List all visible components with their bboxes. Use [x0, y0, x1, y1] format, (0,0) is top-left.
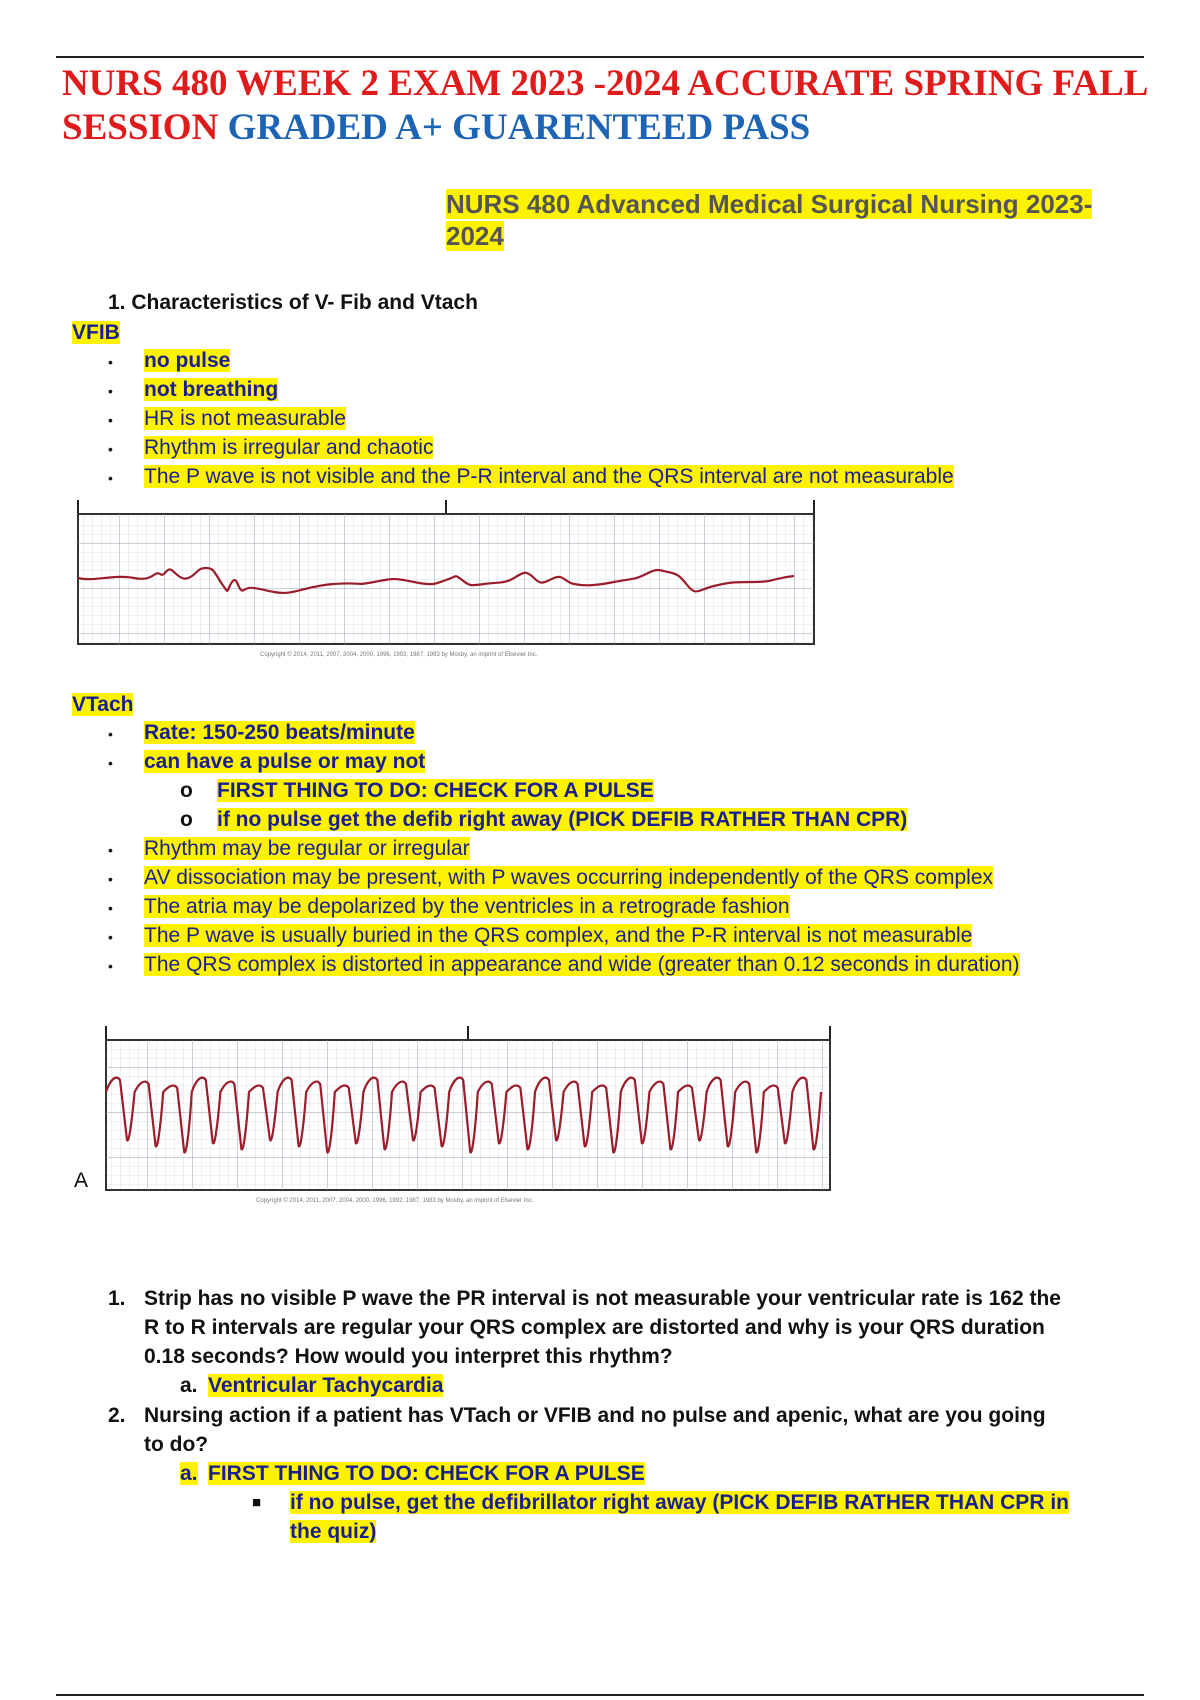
top-rule	[56, 56, 1144, 58]
list-item: no pulse	[144, 349, 231, 372]
list-item: •	[108, 842, 113, 858]
question-number: 1.	[108, 1287, 126, 1310]
answer-subtext: the quiz)	[290, 1520, 377, 1543]
vfib-copyright-caption: Copyright © 2014, 2011, 2007, 2004, 2000, 1996, 1992, 1987, 1983 by Mosby, an imprint of Elsevier Inc.	[260, 652, 538, 658]
list-item: The QRS complex is distorted in appearance and wide (greater than 0.12 seconds in duration)	[144, 953, 1020, 976]
vtach-copyright-caption: Copyright © 2014, 2011, 2007, 2004, 2000, 1996, 1992, 1987, 1983 by Mosby, an imprint of Elsevier Inc.	[256, 1198, 534, 1204]
document-title	[62, 62, 1162, 150]
list-item: •	[108, 354, 113, 370]
list-item: •	[108, 441, 113, 457]
bottom-rule	[56, 1694, 1144, 1696]
vtach-label: VTach	[72, 693, 134, 716]
sub-marker: o	[180, 808, 193, 831]
answer-marker: a.	[180, 1374, 198, 1397]
answer-text: FIRST THING TO DO: CHECK FOR A PULSE	[208, 1462, 645, 1485]
list-item: not breathing	[144, 378, 279, 401]
vtach-ecg-strip	[102, 1022, 834, 1208]
list-item: The P wave is not visible and the P-R interval and the QRS interval are not measurable	[144, 465, 954, 488]
list-item: •	[108, 871, 113, 887]
question-number: 2.	[108, 1404, 126, 1427]
answer-text: Ventricular Tachycardia	[208, 1374, 444, 1397]
question-text: to do?	[144, 1433, 209, 1456]
list-item: FIRST THING TO DO: CHECK FOR A PULSE	[217, 779, 654, 802]
question-text: R to R intervals are regular your QRS complex are distorted and why is your QRS duration	[144, 1316, 1045, 1339]
question-text: 0.18 seconds? How would you interpret this rhythm?	[144, 1345, 673, 1368]
list-item: •	[108, 929, 113, 945]
list-item: can have a pulse or may not	[144, 750, 426, 773]
vfib-label: VFIB	[72, 321, 120, 344]
title-red-part: NURS 480 WEEK 2 EXAM 2023 -2024 ACCURATE SPRING FALL SESSION	[62, 63, 1147, 148]
sub-marker: ■	[252, 1494, 262, 1511]
list-item: HR is not measurable	[144, 407, 346, 430]
list-item: •	[108, 900, 113, 916]
list-item: •	[108, 755, 113, 771]
list-item: Rate: 150-250 beats/minute	[144, 721, 415, 744]
list-item: Rhythm is irregular and chaotic	[144, 436, 434, 459]
list-item: •	[108, 383, 113, 399]
list-item: •	[108, 958, 113, 974]
vtach-strip-label: A	[74, 1169, 89, 1192]
list-item: Rhythm may be regular or irregular	[144, 837, 470, 860]
question-text: Strip has no visible P wave the PR interval is not measurable your ventricular rate is 162 the	[144, 1287, 1061, 1310]
list-item: •	[108, 470, 113, 486]
course-subtitle: NURS 480 Advanced Medical Surgical Nursing 2023-2024	[446, 189, 1093, 251]
list-item: •	[108, 412, 113, 428]
question-text: Nursing action if a patient has VTach or VFIB and no pulse and apenic, what are you going	[144, 1404, 1046, 1427]
list-item: The atria may be depolarized by the ventricles in a retrograde fashion	[144, 895, 790, 918]
section-heading: 1. Characteristics of V- Fib and Vtach	[108, 291, 478, 314]
answer-marker: a.	[180, 1462, 198, 1485]
sub-marker: o	[180, 779, 193, 802]
vfib-ecg-strip	[74, 498, 818, 660]
list-item: AV dissociation may be present, with P waves occurring independently of the QRS complex	[144, 866, 993, 889]
list-item: •	[108, 726, 113, 742]
list-item: if no pulse get the defib right away (PICK DEFIB RATHER THAN CPR)	[217, 808, 908, 831]
answer-subtext: if no pulse, get the defibrillator right away (PICK DEFIB RATHER THAN CPR in	[290, 1491, 1069, 1514]
list-item: The P wave is usually buried in the QRS complex, and the P-R interval is not measurable	[144, 924, 973, 947]
title-blue-part: GRADED A+ GUARENTEED PASS	[227, 107, 811, 148]
